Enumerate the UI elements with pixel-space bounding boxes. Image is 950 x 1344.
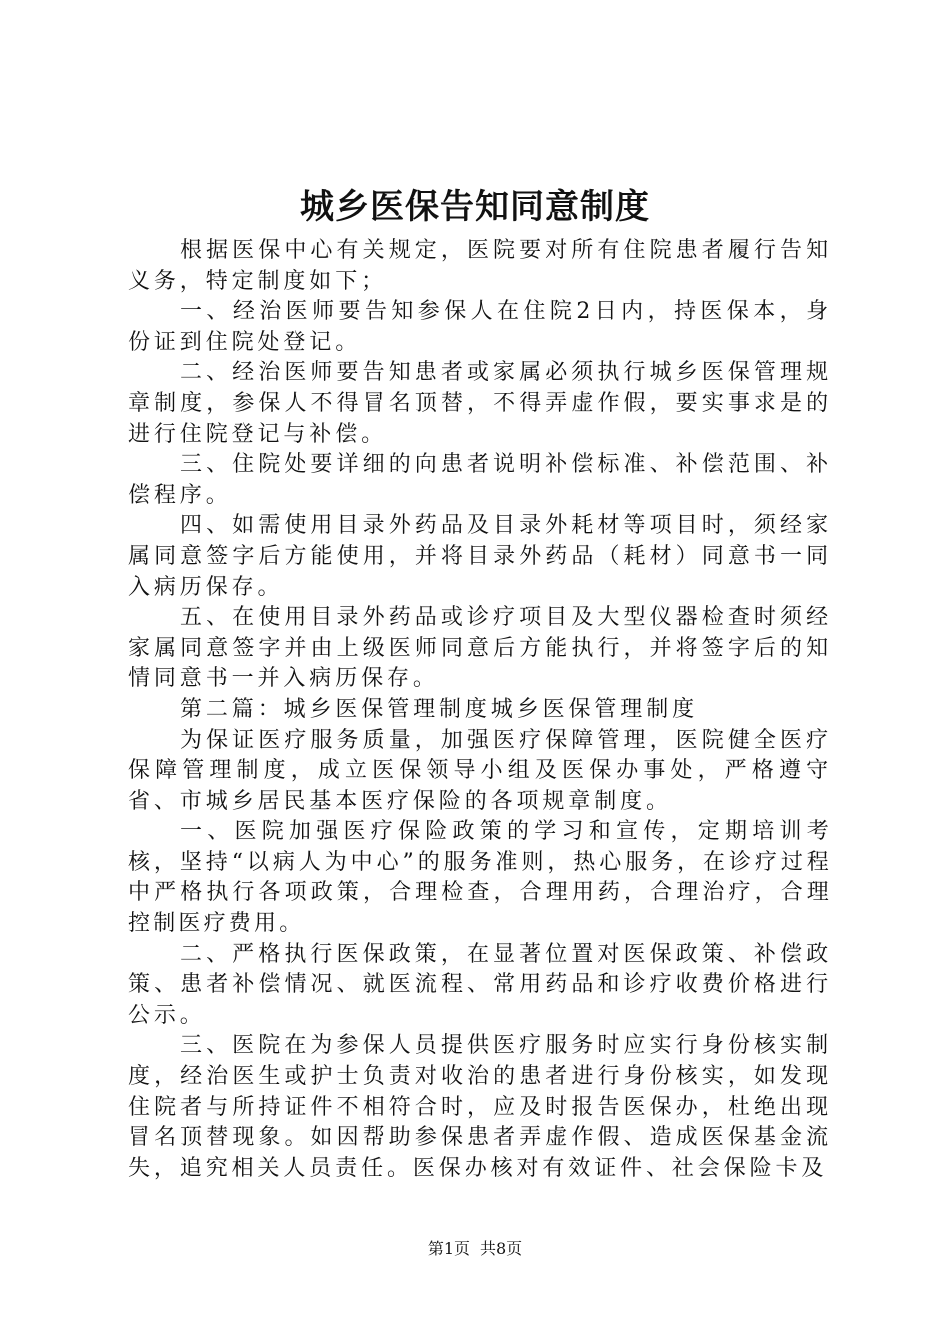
paragraph-rule-2: 二、经治医师要告知患者或家属必须执行城乡医保管理规章制度，参保人不得冒名顶替，不得弄虚作假，要实事求是的进行住院登记与补偿。 <box>128 360 832 447</box>
paragraph-part-two-rule-3: 三、医院在为参保人员提供医疗服务时应实行身份核实制度，经治医生或护士负责对收治的患者进行身份核实，如发现住院者与所持证件不相符合时，应及时报告医保办，杜绝出现冒名顶替现象。如因帮助参保患者弄虚作假、造成医保基金流失，追究相关人员责任。医保办核对有效证件、社会保险卡及 <box>128 1033 832 1181</box>
page-total: 共8页 <box>480 1239 523 1258</box>
section-heading-part-two: 第二篇：城乡医保管理制度城乡医保管理制度 <box>180 696 699 722</box>
paragraph-part-two-rule-2: 二、严格执行医保政策，在显著位置对医保政策、补偿政策、患者补偿情况、就医流程、常用药品和诊疗收费价格进行公示。 <box>128 941 832 1028</box>
paragraph-rule-5: 五、在使用目录外药品或诊疗项目及大型仪器检查时须经家属同意签字并由上级医师同意后方能执行，并将签字后的知情同意书一并入病历保存。 <box>128 605 832 692</box>
document-body <box>128 236 832 1184</box>
paragraph-rule-3: 三、住院处要详细的向患者说明补偿标准、补偿范围、补偿程序。 <box>128 452 832 508</box>
paragraph-rule-4: 四、如需使用目录外药品及目录外耗材等项目时，须经家属同意签字后方能使用，并将目录外药品（耗材）同意书一同入病历保存。 <box>128 513 832 600</box>
paragraph-intro: 根据医保中心有关规定，医院要对所有住院患者履行告知义务，特定制度如下； <box>128 238 832 294</box>
paragraph-part-two-intro: 为保证医疗服务质量，加强医疗保障管理，医院健全医疗保障管理制度，成立医保领导小组及医保办事处，严格遵守省、市城乡居民基本医疗保险的各项规章制度。 <box>128 727 832 814</box>
paragraph-rule-1: 一、经治医师要告知参保人在住院2日内，持医保本，身份证到住院处登记。 <box>128 299 832 355</box>
page-number: 第1页 <box>427 1239 470 1258</box>
document-title: 城乡医保告知同意制度 <box>300 187 650 227</box>
paragraph-part-two-rule-1: 一、医院加强医疗保险政策的学习和宣传，定期培训考核，坚持“以病人为中心”的服务准则，热心服务，在诊疗过程中严格执行各项政策，合理检查，合理用药，合理治疗，合理控制医疗费用。 <box>128 819 832 937</box>
page-footer <box>0 1238 950 1260</box>
